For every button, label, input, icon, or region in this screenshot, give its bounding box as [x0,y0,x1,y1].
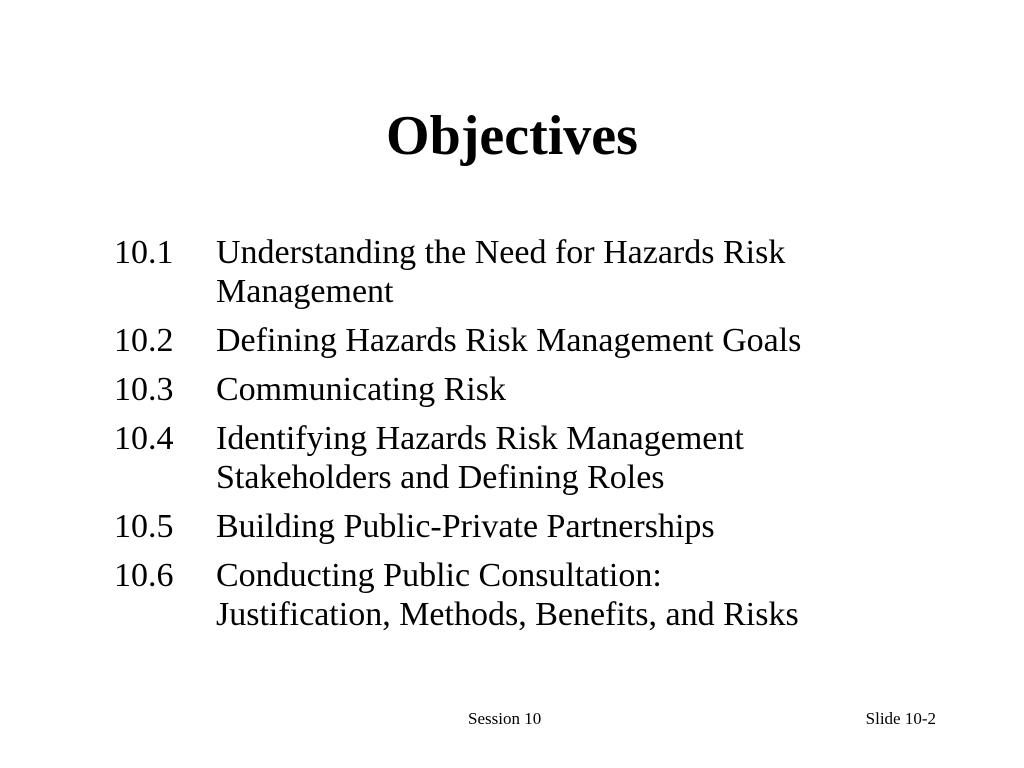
objectives-list [114,233,974,644]
slide-title: Objectives [386,105,638,167]
objective-item [114,507,974,546]
objective-text: Building Public-Private Partnerships [216,508,715,545]
objective-text: Communicating Risk [216,371,506,408]
objective-item [114,321,974,360]
objective-item [114,419,974,497]
objective-text: Identifying Hazards Risk Management Stakeholders and Defining Roles [216,420,744,496]
objective-number: 10.5 [114,508,174,545]
objective-item [114,233,974,311]
footer-slide-number: Slide 10-2 [865,709,936,728]
objective-text: Understanding the Need for Hazards Risk Management [216,234,786,310]
objective-number: 10.1 [114,234,174,271]
objective-number: 10.2 [114,322,174,359]
objective-text: Conducting Public Consultation: Justification, Methods, Benefits, and Risks [216,557,799,633]
objective-text: Defining Hazards Risk Management Goals [216,322,802,359]
objective-number: 10.3 [114,371,174,408]
objective-number: 10.4 [114,420,174,457]
footer-session-label: Session 10 [468,709,542,728]
objective-item [114,556,974,634]
objective-number: 10.6 [114,557,174,594]
objective-item [114,370,974,409]
